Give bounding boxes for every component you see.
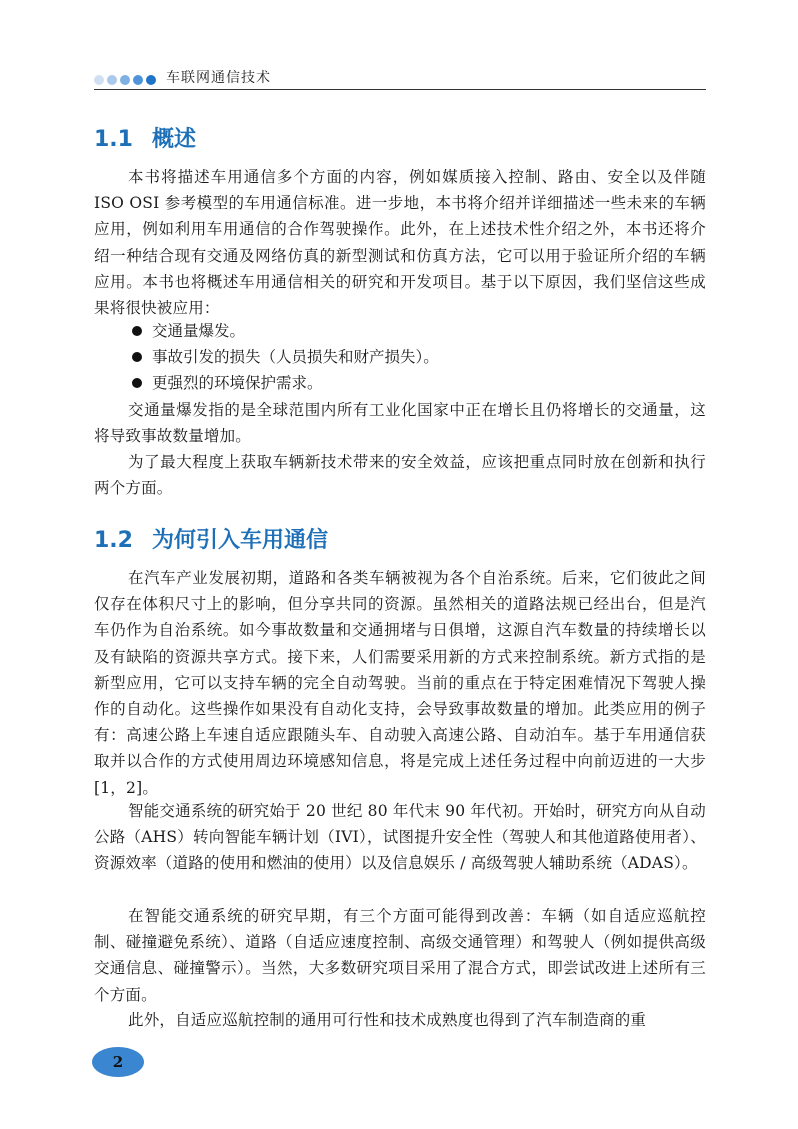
paragraph: 本书将描述车用通信多个方面的内容，例如媒质接入控制、路由、安全以及伴随 ISO OSI 参考模型的车用通信标准。进一步地，本书将介绍并详细描述一些未来的车辆应用，例如利用车用通信的合作驾驶操作。此外，在上述技术性介绍之外，本书还将介绍一种结合现有交通及网络仿真的新型测试和仿真方法，它可以用于验证所介绍的车辆应用。本书也将概述车用通信相关的研究和开发项目。基于以下原因，我们坚信这些成果将很快被应用： xyxy=(94,168,706,318)
bullet-icon xyxy=(132,326,142,336)
bullet-list xyxy=(94,318,706,397)
header-dot xyxy=(133,75,143,85)
list-item xyxy=(94,318,706,344)
section-heading-1-2 xyxy=(94,523,328,554)
paragraph: 为了最大程度上获取车辆新技术带来的安全效益，应该把重点同时放在创新和执行两个方面。 xyxy=(94,453,706,498)
header-dot xyxy=(146,75,156,85)
list-item xyxy=(94,370,706,396)
page-number: 2 xyxy=(112,1053,124,1071)
paragraph: 智能交通系统的研究始于 20 世纪 80 年代末 90 年代初。开始时，研究方向从自动公路（AHS）转向智能车辆计划（IVI），试图提升安全性（驾驶人和其他道路使用者）、资源效率（道路的使用和燃油的使用）以及信息娱乐 / 高级驾驶人辅助系统（ADAS）。 xyxy=(94,802,706,873)
list-item-text: 交通量爆发。 xyxy=(152,322,246,340)
section-title: 概述 xyxy=(152,127,197,152)
header-rule xyxy=(94,89,706,90)
header-dot xyxy=(120,75,130,85)
running-header xyxy=(94,66,706,90)
paragraph: 在智能交通系统的研究早期，有三个方面可能得到改善：车辆（如自适应巡航控制、碰撞避免系统）、道路（自适应速度控制、高级交通管理）和驾驶人（例如提供高级交通信息、碰撞警示）。当然，大多数研究项目采用了混合方式，即尝试改进上述所有三个方面。 xyxy=(94,907,706,1004)
page-number-badge xyxy=(92,1047,144,1077)
paragraph: 此外，自适应巡航控制的通用可行性和技术成熟度也得到了汽车制造商的重 xyxy=(128,1011,647,1029)
section-number: 1.2 xyxy=(94,528,133,553)
section-title: 为何引入车用通信 xyxy=(152,528,329,553)
header-dot xyxy=(94,75,104,85)
paragraph: 交通量爆发指的是全球范围内所有工业化国家中正在增长且仍将增长的交通量，这将导致事故数量增加。 xyxy=(94,401,706,446)
list-item-text: 事故引发的损失（人员损失和财产损失）。 xyxy=(152,348,439,367)
section-heading-1-1 xyxy=(94,122,196,153)
header-dot xyxy=(107,75,117,85)
book-title: 车联网通信技术 xyxy=(166,70,271,86)
paragraph: 在汽车产业发展初期，道路和各类车辆被视为各个自治系统。后来，它们彼此之间仅存在体积尺寸上的影响，但分享共同的资源。虽然相关的道路法规已经出台，但是汽车仍作为自治系统。如今事故数量和交通拥堵与日俱增，这源自汽车数量的持续增长以及有缺陷的资源共享方式。接下来，人们需要采用新的方式来控制系统。新方式指的是新型应用，它可以支持车辆的完全自动驾驶。当前的重点在于特定困难情况下驾驶人操作的自动化。这些操作如果没有自动化支持，会导致事故数量的增加。此类应用的例子有：高速公路上车速自适应跟随头车、自动驶入高速公路、自动泊车。基于车用通信获取并以合作的方式使用周边环境感知信息，将是完成上述任务过程中向前迈进的一大步 [1，2]。 xyxy=(94,569,706,797)
bullet-icon xyxy=(132,378,142,388)
list-item xyxy=(94,344,706,370)
list-item-text: 更强烈的环境保护需求。 xyxy=(152,374,323,393)
bullet-icon xyxy=(132,352,142,362)
section-number: 1.1 xyxy=(94,127,133,152)
